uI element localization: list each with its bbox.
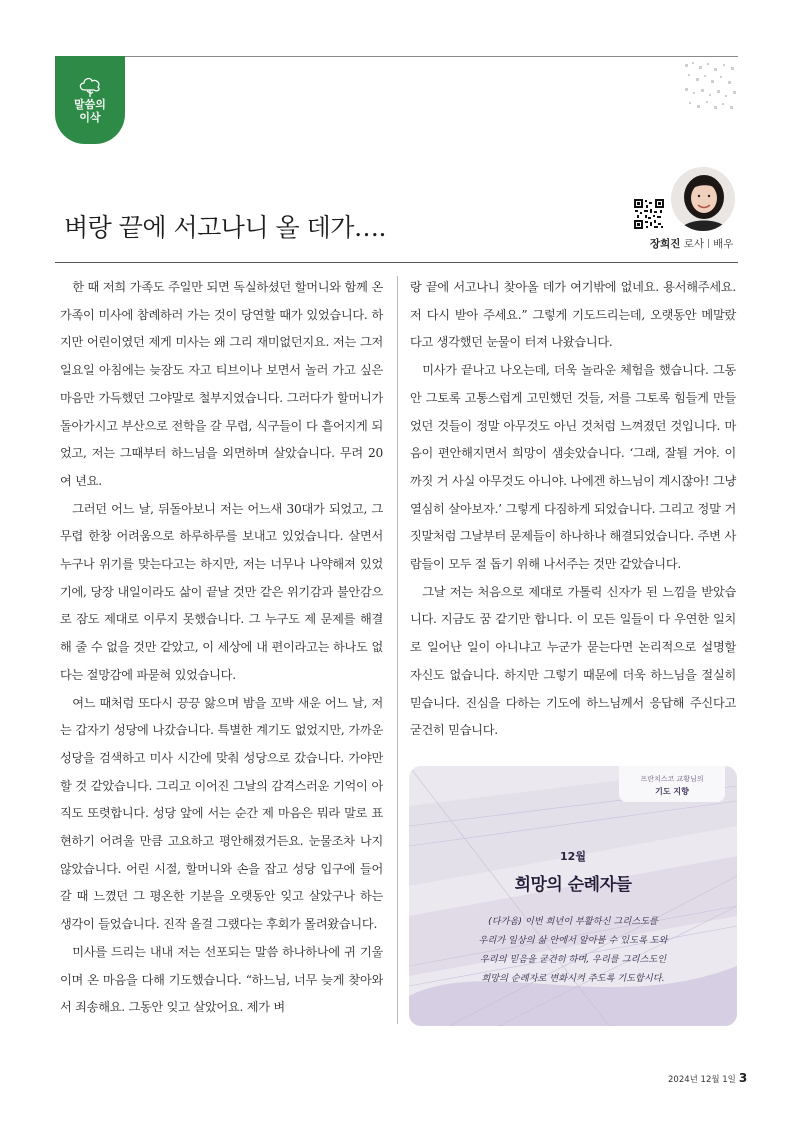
author-role1: 로사	[683, 238, 705, 250]
badge-line2: 이삭	[79, 111, 101, 124]
title-rule	[55, 262, 738, 263]
issue-date: 2024년 12월 1일	[668, 1075, 736, 1085]
paragraph: 그러던 어느 날, 뒤돌아보니 저는 어느새 30대가 되었고, 그 무렵 한창 어려움으로 하루하루를 보내고 있었습니다. 살면서 누구나 위기를 맞는다고는 하지만, 저는 너무나 나약해져 있었기에, 당장 내일이라도 삶이 끝날 것만 같은 위기감과 불안감으로 잠도 제대로 이루지 못했습니다. 그 누구도 제 문제를 해결해 줄 수 없을 것만 같았고, 이 세상에 내 편이라고는 하나도 없다는 절망감에 파묻혀 있었습니다.	[60, 501, 383, 682]
prayer-month: 12월	[560, 850, 586, 863]
prayer-line: 희망의 순례자로 변화시켜 주도록 기도합시다.	[481, 973, 665, 984]
paragraph: 미사를 드리는 내내 저는 선포되는 말씀 하나하나에 귀 기울이며 온 마음을 다해 기도했습니다. “하느님, 너무 늦게 찾아와서 죄송해요. 그동안 잊고 살았어요. 제가 벼	[60, 944, 383, 1015]
tag-line1: 프란치스코 교황님의	[640, 775, 704, 783]
prayer-line: 우리가 일상의 삶 안에서 알아볼 수 있도록 도와	[478, 935, 668, 946]
paragraph: 한 때 저희 가족도 주일만 되면 독실하셨던 할머니와 함께 온 가족이 미사에 참례하러 가는 것이 당연할 때가 있었습니다. 하지만 어린이였던 제게 미사는 왜 그리 재미없던지요. 저는 그저 일요일 아침에는 늦잠도 자고 티브이나 보면서 놀러 가고 싶은 마음만 가득했던 그야말로 철부지였습니다. 그러다가 할머니가 돌아가시고 부산으로 전학을 갈 무렵, 식구들이 다 흩어지게 되었고, 저는 그때부터 하느님을 외면하며 살았습니다. 무려 20여 년요.	[60, 280, 383, 488]
prayer-line: 우리의 믿음을 굳건히 하며, 우리를 그리스도인	[479, 954, 667, 965]
paragraph: 미사가 끝나고 나오는데, 더욱 놀라운 체험을 했습니다. 그동안 그토록 고통스럽게 고민했던 것들, 저를 그토록 힘들게 만들었던 것들이 정말 아무것도 아닌 것처럼 느껴졌던 것입니다. 마음이 편안해지면서 희망이 샘솟았습니다. ‘그래, 잘될 거야. 이까짓 거 사실 아무것도 아니야. 나에겐 하느님이 계시잖아! 그냥 열심히 살아보자.’ 그렇게 다짐하게 되었습니다. 그리고 정말 거짓말처럼 그날부터 문제들이 하나하나 해결되었습니다. 주변 사람들이 모두 절 돕기 위해 나서주는 것만 같았습니다.	[410, 363, 736, 572]
tree-icon	[77, 76, 103, 98]
author-byline	[650, 236, 733, 251]
qr-code-icon[interactable]	[634, 199, 664, 229]
byline-divider	[708, 239, 709, 248]
paragraph: 그날 저는 처음으로 제대로 가톨릭 신자가 된 느낌을 받았습니다. 지금도 꿈 같기만 합니다. 이 모든 일들이 다 우연한 일치로 일어난 일이 아니냐고 누군가 묻는다면 논리적으로 설명할 자신도 없습니다. 하지만 그렇기 때문에 더욱 하느님을 절실히 믿습니다. 진심을 다하는 기도에 하느님께서 응답해 주신다고 굳건히 믿습니다.	[410, 584, 736, 738]
badge-line1: 말씀의	[74, 98, 106, 111]
tag-line2: 기도 지향	[655, 787, 689, 796]
left-column	[60, 274, 383, 1022]
prayer-title: 희망의 순례자들	[514, 875, 632, 895]
column-divider	[397, 276, 398, 1024]
author-name: 장희진	[650, 238, 681, 250]
author-role2: 배우	[713, 238, 734, 250]
prayer-text	[429, 912, 717, 988]
pope-prayer-tag	[619, 766, 725, 802]
paragraph-continuation: 랑 끝에 서고나니 찾아올 데가 여기밖에 없네요. 용서해주세요. 저 다시 받아 주세요.” 그렇게 기도드리는데, 오랫동안 메말랐다고 생각했던 눈물이 터져 나왔습니다.	[410, 280, 736, 350]
right-column	[410, 274, 736, 745]
page-number: 3	[738, 1071, 748, 1085]
page-footer	[668, 1071, 747, 1085]
article-title: 벼랑 끝에 서고나니 올 데가….	[64, 213, 386, 242]
decorative-pattern	[683, 60, 738, 112]
author-avatar	[671, 167, 735, 231]
prayer-intention-box	[409, 766, 737, 1026]
top-rule	[55, 56, 738, 57]
paragraph: 여느 때처럼 또다시 끙끙 앓으며 밤을 꼬박 새운 어느 날, 저는 갑자기 성당에 나갔습니다. 특별한 계기도 없었지만, 가까운 성당을 검색하고 미사 시간에 맞춰 성당으로 갔습니다. 가야만 할 것 같았습니다. 그리고 이어진 그날의 감격스러운 기억이 아직도 또렷합니다. 성당 앞에 서는 순간 제 마음은 뭐라 말로 표현하기 어려울 만큼 고요하고 평안해졌거든요. 눈물조차 나지 않았습니다. 어린 시절, 할머니와 손을 잡고 성당 입구에 들어갈 때 느꼈던 그 평온한 기분을 오랫동안 잊고 살았구나 하는 생각이 들었습니다. 진작 올걸 그랬다는 후회가 몰려왔습니다.	[60, 695, 383, 932]
section-badge	[55, 56, 125, 144]
prayer-line: (다가옴) 이번 희년이 부활하신 그리스도를	[488, 916, 658, 927]
